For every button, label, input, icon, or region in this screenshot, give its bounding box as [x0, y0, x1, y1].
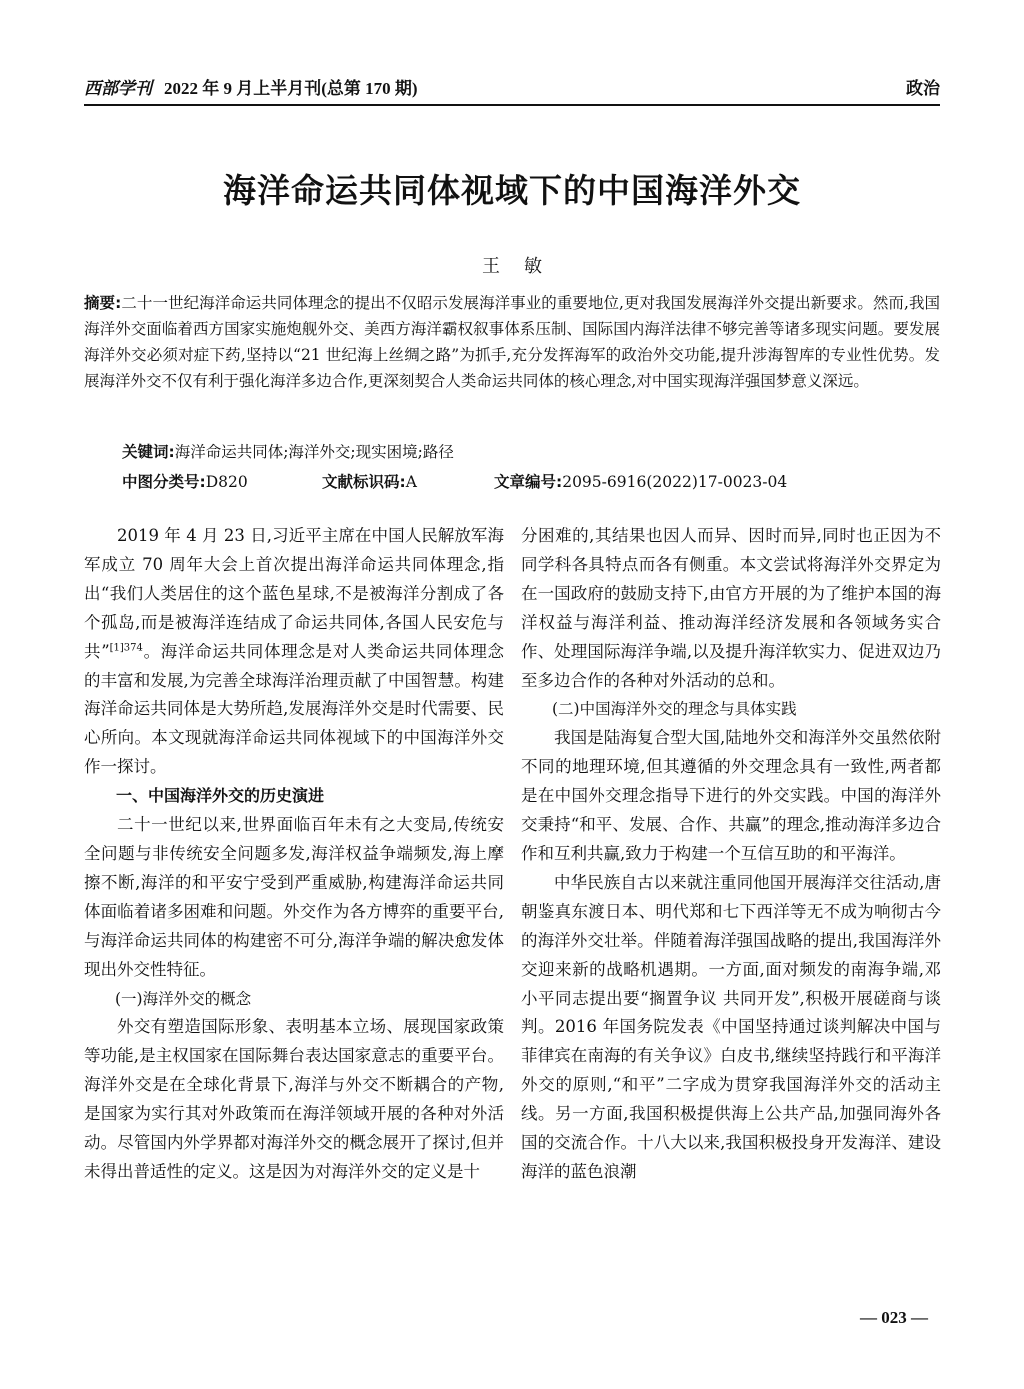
article-title: 海洋命运共同体视域下的中国海洋外交: [223, 171, 801, 210]
subsection-heading: (一)海洋外交的概念: [115, 989, 252, 1008]
subsection-heading: (二)中国海洋外交的理念与具体实践: [552, 700, 797, 719]
paragraph: 我国是陆海复合型大国,陆地外交和海洋外交虽然依附不同的地理环境,但其遵循的外交理念具有一致性,两者都是在中国外交理念指导下进行的外交实践。中国的海洋外交秉持“和平、发展、合作、共赢”的理念,推动海洋多边合作和互利共赢,致力于构建一个互信互助的和平海洋。: [521, 728, 941, 863]
article-number: 文章编号:2095-6916(2022)17-0023-04: [494, 473, 788, 491]
paragraph: 2019 年 4 月 23 日,习近平主席在中国人民解放军海军成立 70 周年大会上首次提出海洋命运共同体理念,指出“我们人类居住的这个蓝色星球,不是被海洋分割成了各个孤岛,而是被海洋连结成了命运共同体,各国人民安危与共”$^{[1]374}$。海洋命运共同体理念是对人类命运共同体理念的丰富和发展,为完善全球海洋治理贡献了中国智慧。构建海洋命运共同体是大势所趋,发展海洋外交是时代需要、民心所向。本文现就海洋命运共同体视域下的中国海洋外交作一探讨。: [84, 526, 505, 777]
left-column: [84, 522, 504, 1187]
journal-issue: 2022 年 9 月上半月刊(总第 170 期): [164, 79, 418, 98]
paragraph: 外交有塑造国际形象、表明基本立场、展现国家政策等功能,是主权国家在国际舞台表达国家意志的重要平台。海洋外交是在全球化背景下,海洋与外交不断耦合的产物,是国家为实行其对外政策而在海洋领域开展的各种对外活动。尽管国内外学界都对海洋外交的概念展开了探讨,但并未得出普适性的定义。这是因为对海洋外交的定义是十: [84, 1017, 504, 1181]
keywords-label: 关键词:: [122, 443, 175, 461]
abstract-text: 二十一世纪海洋命运共同体理念的提出不仅昭示发展海洋事业的重要地位,更对我国发展海洋外交提出新要求。然而,我国海洋外交面临着西方国家实施炮舰外交、美西方海洋霸权叙事体系压制、国际国内海洋法律不够完善等诸多现实问题。要发展海洋外交必须对症下药,坚持以“21 世纪海上丝绸之路”为抓手,充分发挥海军的政治外交功能,提升涉海智库的专业性优势。发展海洋外交不仅有利于强化海洋多边合作,更深刻契合人类命运共同体的核心理念,对中国实现海洋强国梦意义深远。: [84, 294, 941, 390]
section-tag: 政治: [906, 79, 940, 98]
clc-number: 中图分类号:D820: [122, 473, 248, 491]
document-code: 文献标识码:A: [322, 473, 417, 491]
paragraph: 二十一世纪以来,世界面临百年未有之大变局,传统安全问题与非传统安全问题多发,海洋权益争端频发,海上摩擦不断,海洋的和平安宁受到严重威胁,构建海洋命运共同体面临着诸多困难和问题。外交作为各方博弈的重要平台,与海洋命运共同体的构建密不可分,海洋争端的解决愈发体现出外交性特征。: [84, 815, 504, 979]
keywords-text: 海洋命运共同体;海洋外交;现实困境;路径: [174, 443, 454, 461]
abstract: [84, 290, 940, 394]
article-author: 王敏: [482, 256, 566, 277]
keywords: [122, 440, 940, 462]
paragraph: 分困难的,其结果也因人而异、因时而异,同时也正因为不同学科各具特点而各有侧重。本文尝试将海洋外交界定为在一国政府的鼓励支持下,由官方开展的为了维护本国的海洋权益与海洋利益、推动海洋经济发展和各领域务实合作、处理国际海洋争端,以及提升海洋软实力、促进双边乃至多边合作的各种对外活动的总和。: [521, 526, 941, 690]
journal-logo: 西部学刊: [84, 79, 152, 98]
running-header: [84, 70, 940, 106]
citation: [1]374: [109, 642, 143, 654]
right-column: [521, 522, 941, 1187]
abstract-label: 摘要:: [84, 294, 122, 312]
section-heading-1: 一、中国海洋外交的历史演进: [116, 786, 325, 806]
paragraph: 中华民族自古以来就注重同他国开展海洋交往活动,唐朝鉴真东渡日本、明代郑和七下西洋等无不成为响彻古今的海洋外交壮举。伴随着海洋强国战略的提出,我国海洋外交迎来新的战略机遇期。一方面,面对频发的南海争端,邓小平同志提出要“搁置争议 共同开发”,积极开展磋商与谈判。2016 年国务院发表《中国坚持通过谈判解决中国与菲律宾在南海的有关争议》白皮书,继续坚持践行和平海洋外交的原则,“和平”二字成为贯穿我国海洋外交的活动主线。另一方面,我国积极提供海上公共产品,加强同海外各国的交流合作。十八大以来,我国积极投身开发海洋、建设海洋的蓝色浪潮: [521, 872, 941, 1181]
page-number: — 023 —: [860, 1308, 928, 1327]
